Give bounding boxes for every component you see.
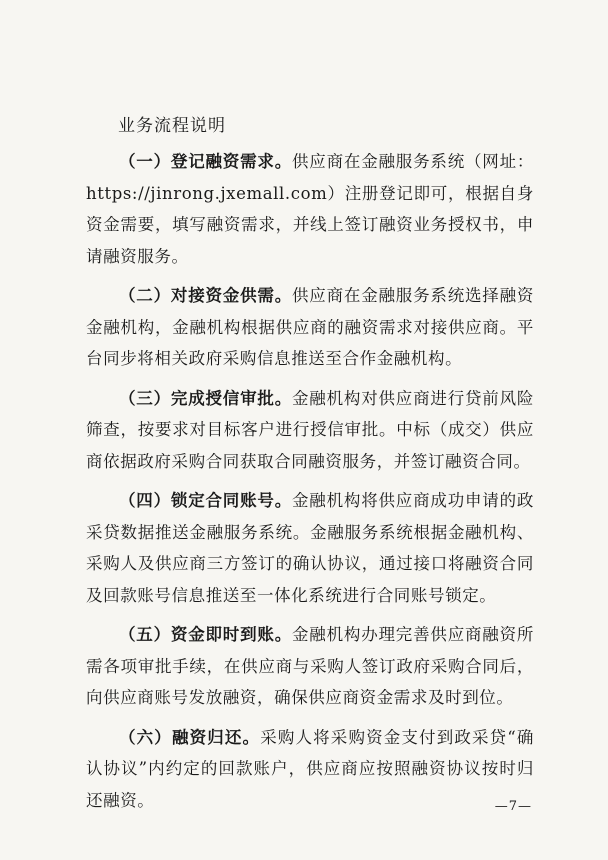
step-5-text: 金融机构办理完善供应商融资所需各项审批手续，在供应商与采购人签订政府采购合同后，向供应商账号发放融资，确保供应商资金需求及时到位。 [86, 625, 534, 707]
paragraph-step-4 [86, 485, 534, 611]
paragraph-step-1 [86, 146, 534, 272]
step-3-text: 金融机构对供应商进行贷前风险筛查，按要求对目标客户进行授信审批。中标（成交）供应商依据政府采购合同获取合同融资服务，并签订融资合同。 [86, 388, 534, 471]
document-body [86, 146, 534, 824]
step-5-title: （五）资金即时到账。 [119, 625, 292, 644]
step-3-title: （三）完成授信审批。 [119, 388, 292, 408]
step-2-title: （二）对接资金供需。 [119, 286, 292, 305]
paragraph-step-6 [86, 722, 534, 817]
step-1-text: 供应商在金融服务系统（网址：https://jinrong.jxemall.com）注册登记即可，根据自身资金需要，填写融资需求，并线上签订融资业务授权书，申请融资服务。 [86, 152, 534, 266]
paragraph-step-2 [86, 280, 534, 375]
page-number: —7— [494, 799, 532, 814]
paragraph-step-3 [86, 383, 534, 478]
step-6-text: 采购人将采购资金支付到政采贷“确认协议”内约定的回款账户，供应商应按照融资协议按时归还融资。 [86, 727, 534, 810]
step-6-title: （六）融资归还。 [119, 727, 261, 747]
step-2-text: 供应商在金融服务系统选择融资金融机构，金融机构根据供应商的融资需求对接供应商。平台同步将相关政府采购信息推送至合作金融机构。 [86, 286, 534, 368]
step-1-title: （一）登记融资需求。 [119, 152, 292, 171]
step-4-text: 金融机构将供应商成功申请的政采贷数据推送金融服务系统。金融服务系统根据金融机构、采购人及供应商三方签订的确认协议，通过接口将融资合同及回款账号信息推送至一体化系统进行合同账号锁定。 [86, 491, 534, 605]
step-4-title: （四）锁定合同账号。 [119, 491, 292, 510]
section-heading: 业务流程说明 [118, 116, 226, 136]
paragraph-step-5 [86, 619, 534, 714]
